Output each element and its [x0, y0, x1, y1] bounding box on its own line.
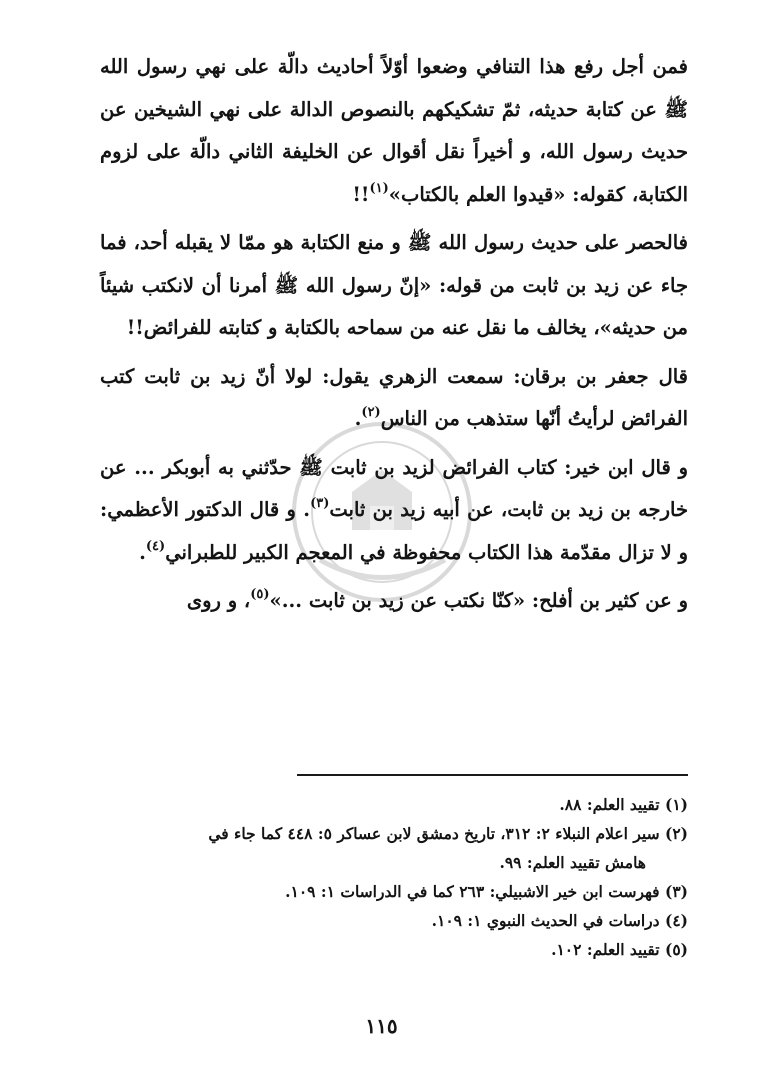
- footnote-text: تقييد العلم: ١٠٢.: [551, 940, 660, 959]
- footnote-text: فهرست ابن خير الاشبيلي: ٢٦٣ كما في الدراسات ١: ١٠٩.: [285, 882, 660, 901]
- footnote-text: تقييد العلم: ٨٨.: [559, 795, 660, 814]
- page-number: ١١٥: [365, 1014, 398, 1038]
- footnote-1: [90, 790, 688, 819]
- footnote-text: سير اعلام النبلاء ٢: ٣١٢، تاريخ دمشق لابن عساكر ٥: ٤٤٨ كما جاء في: [208, 824, 660, 843]
- paragraph-1: [100, 46, 688, 216]
- footnote-ref-1[interactable]: (١): [369, 180, 389, 196]
- paragraph-4-middle: . و قال الدكتور الأعظمي: و لا تزال مقدّمة هذا الكتاب محفوظة في المعجم الكبير للطبراني: [100, 498, 688, 564]
- main-text: [100, 46, 688, 629]
- footnote-4: [90, 906, 688, 935]
- paragraph-5: [100, 580, 688, 623]
- footnote-ref-4[interactable]: (٤): [145, 538, 166, 554]
- footnote-label: (٣): [664, 882, 688, 901]
- paragraph-3-text: قال جعفر بن برقان: سمعت الزهري يقول: لولا أنّ زيد بن ثابت كتب الفرائض لرأيتُ أنّها ستذهب من الناس: [100, 364, 688, 430]
- footnote-continuation: هامش تقييد العلم: ٩٩.: [499, 853, 646, 872]
- paragraph-4-text: و قال ابن خير: كتاب الفرائض لزيد بن ثابت ﷺ حدّثني به أبوبكر ... عن خارجه بن زيد بن ثابت، عن أبيه زيد بن ثابت: [100, 455, 688, 521]
- paragraph-3: [100, 356, 688, 441]
- paragraph-5-text: و عن كثير بن أفلح: «كنّا نكتب عن زيد بن ثابت ...»: [269, 589, 688, 612]
- footnote-label: (٥): [664, 940, 688, 959]
- footnote-2: [90, 819, 688, 877]
- footnote-ref-3[interactable]: (٣): [310, 496, 330, 511]
- paragraph-4-tail: .: [139, 540, 146, 564]
- footnote-divider: [297, 774, 688, 776]
- paragraph-4: [100, 447, 688, 575]
- footnote-ref-5[interactable]: (٥): [250, 587, 270, 602]
- footnotes: [90, 790, 688, 964]
- paragraph-2: [100, 222, 688, 350]
- footnote-label: (١): [664, 795, 688, 814]
- footnote-5: [90, 935, 688, 964]
- footnote-label: (٢): [664, 824, 688, 843]
- footnote-3: [90, 877, 688, 906]
- footnote-text: دراسات في الحديث النبوي ١: ١٠٩.: [431, 911, 660, 930]
- paragraph-3-tail: .: [354, 407, 362, 430]
- footnote-ref-2[interactable]: (٢): [361, 405, 381, 420]
- footnote-label: (٤): [664, 911, 688, 930]
- paragraph-2-text: فالحصر على حديث رسول الله ﷺ و منع الكتابة هو ممّا لا يقبله أحد، فما جاء عن زيد بن ثابت من قوله: «إنّ رسول الله ﷺ أمرنا أن لانكتب شيئاً من حديثه»، يخالف ما نقل عنه من سماحه بالكتابة و كتابته للفرائض!!: [100, 231, 688, 339]
- paragraph-5-tail: ، و روى: [186, 589, 251, 612]
- paragraph-1-tail: !!: [352, 182, 370, 206]
- paragraph-1-text: فمن أجل رفع هذا التنافي وضعوا أوّلاً أحاديث دالّة على نهي رسول الله ﷺ عن كتابة حديثه، ثمّ تشكيكهم بالنصوص الدالة على نهي الشيخين عن حديث رسول الله، و أخيراً نقل أقوال عن الخليفة الثاني دالّة على لزوم الكتابة، كقوله: «قيدوا العلم بالكتاب»: [100, 55, 688, 206]
